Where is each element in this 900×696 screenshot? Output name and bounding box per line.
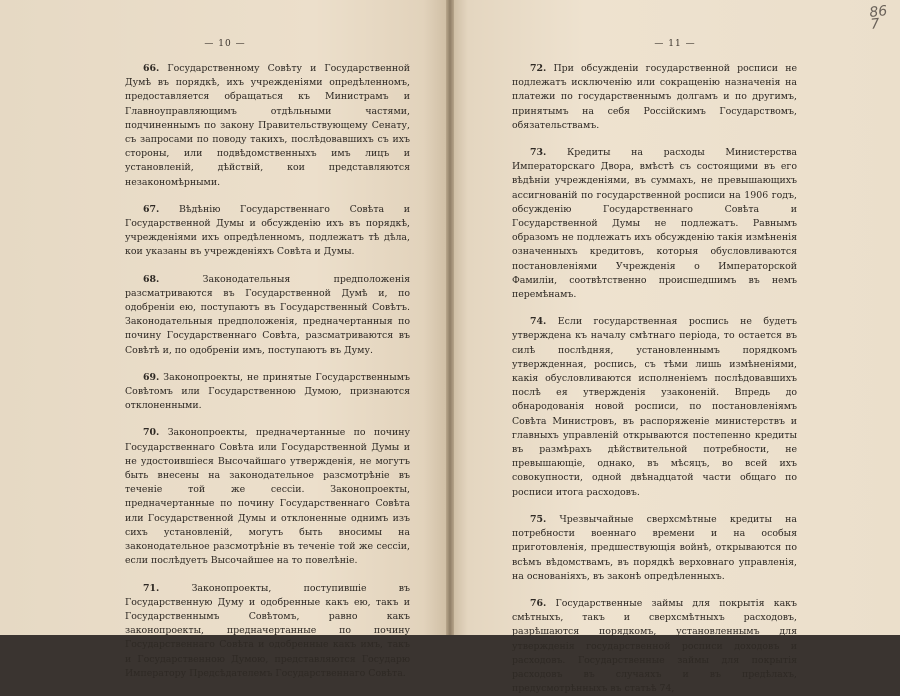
- article-68: 68. Законодательныя предположенія разсматриваются въ Государственной Думѣ и, по одобреніи ею, поступаютъ въ Государственный Совѣтъ. Законодательныя предположенія, предначертанныя по почину Государственнаго Совѣта, разсматриваются въ Совѣтѣ и, по одобреніи имъ, поступаютъ въ Думу.: [125, 273, 410, 356]
- page-number-left: — 10 —: [204, 39, 246, 49]
- right-page-text: [512, 62, 797, 696]
- book-gutter: [446, 0, 454, 635]
- article-71: 71. Законопроекты, поступившіе въ Государственную Думу и одобренные какъ ею, такъ и Государственнымъ Совѣтомъ, равно какъ законопроекты, предначертанные по почину Государственнаго Совѣта и одобренные какъ имъ, такъ и Государственною Думою, представляются Государю Императору Предсѣдателемъ Государственнаго Совѣта.: [125, 582, 411, 679]
- page-number-right: — 11 —: [654, 39, 696, 49]
- right-page: [450, 0, 900, 695]
- article-69: 69. Законопроекты, не принятые Государственнымъ Совѣтомъ или Государственною Думою, признаются отклоненными.: [125, 371, 410, 412]
- article-67: 67. Вѣдѣнію Государственнаго Совѣта и Государственной Думы и обсужденію ихъ въ порядкѣ, учрежденіями ихъ опредѣленномъ, подлежатъ тѣ дѣла, кои указаны въ учрежденіяхъ Совѣта и Думы.: [125, 203, 411, 258]
- handwritten-folio-note: 86 7: [868, 3, 889, 33]
- article-72: 72. При обсужденіи государственной росписи не подлежатъ исключенію или сокращенію назначенія на платежи по государственнымъ долгамъ и по другимъ, принятымъ на себя Россійскимъ Государствомъ, обязательствамъ.: [512, 63, 797, 131]
- left-page: [0, 0, 450, 679]
- article-70: 70. Законопроекты, предначертанные по почину Государственнаго Совѣта или Государственной Думы и не удостоившіеся Высочайшаго утвержденія, не могутъ быть внесены на законодательное разсмотрѣніе въ теченіе той же сессіи. Законопроекты, предначертанные по почину Государственнаго Совѣта или Государственной Думы и отклоненные однимъ изъ сихъ установленій, могутъ быть вносимы на законодательное разсмотрѣніе въ теченіе той же сессіи, если послѣдуетъ Высочайшее на то повелѣніе.: [125, 427, 410, 567]
- article-75: 75. Чрезвычайные сверхсмѣтные кредиты на потребности военнаго времени и на особыя приготовленія, предшествующія войнѣ, открываются по всѣмъ вѣдомствамъ, въ порядкѣ верховнаго управленія, на основаніяхъ, въ законѣ опредѣленныхъ.: [512, 513, 797, 582]
- article-73: 73. Кредиты на расходы Министерства Императорскаго Двора, вмѣстѣ съ состоящими въ его вѣдѣніи учрежденіями, въ суммахъ, не превышающихъ ассигнованій по государственной росписи на 1906 годъ, обсужденію Государственнаго Совѣта и Государственной Думы не подлежатъ. Равнымъ образомъ не подлежатъ ихъ обсужденію такія измѣненія означенныхъ кредитовъ, которыя обусловливаются постановленіями Учрежденія о Императорской Фамиліи, соотвѣтственно происшедшимъ въ немъ перемѣнамъ.: [512, 147, 797, 301]
- article-66: 66. Государственному Совѣту и Государственной Думѣ въ порядкѣ, ихъ учрежденіями опредѣленномъ, предоставляется обращаться къ Министрамъ и Главноуправляющимъ отдѣльными частями, подчиненнымъ по закону Правительствующему Сенату, съ запросами по поводу такихъ, послѣдовавшихъ съ ихъ стороны, или подвѣдомственныхъ имъ лицъ и установленій, дѣйствій, кои представляются незакономѣрными.: [125, 63, 411, 188]
- article-74: 74. Если государственная роспись не будетъ утверждена къ началу смѣтнаго періода, то остается въ силѣ послѣдняя, установленнымъ порядкомъ утвержденная, роспись, съ тѣми лишь измѣненіями, какія обусловливаются исполненіемъ послѣдовавшихъ послѣ ея утвержденія узаконеній. Впредь до обнародованія новой росписи, по постановленіямъ Совѣта Министровъ, въ распоряженіе министерствъ и главныхъ управленій открываются постепенно кредиты въ размѣрахъ дѣйствительной потребности, не превышающіе, однако, въ мѣсяцъ, во всей ихъ совокупности, одной двѣнадцатой части общаго по росписи итога расходовъ.: [512, 316, 797, 498]
- left-page-text: [125, 62, 410, 681]
- article-76: 76. Государственные займы для покрытія какъ смѣтныхъ, такъ и сверхсмѣтныхъ расходовъ, разрѣшаются порядкомъ, установленнымъ для утвержденія государственной росписи доходовъ и расходовъ. Государственные займы для покрытія расходовъ въ случаяхъ и въ предѣлахъ, предусмотрѣнныхъ въ статьѣ 74,: [512, 597, 797, 695]
